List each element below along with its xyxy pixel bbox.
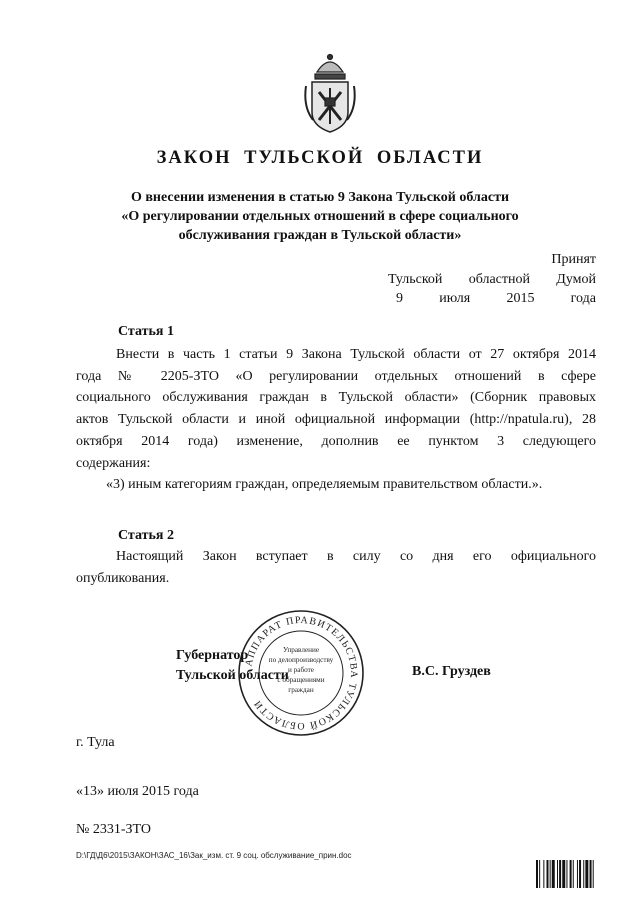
subtitle-line: «О регулировании отдельных отношений в сфере социального [121, 209, 519, 224]
signatory-position [176, 646, 289, 686]
city: г. Тула [76, 735, 115, 750]
article-1-line: года № 2205-ЗТО «О регулировании отдельных отношений в сфере [76, 368, 596, 384]
accepted-word: Думой [556, 271, 596, 287]
subtitle-line: О внесении изменения в статью 9 Закона Тульской области [130, 190, 510, 205]
position-line: Тульской области [176, 668, 289, 683]
article-1-line: актов Тульской области и иной официальной информации (http://npatula.ru), 28 [76, 412, 596, 428]
article-1-body [76, 344, 596, 496]
stamp-center-line: по делопроизводству [268, 656, 334, 664]
accepted-label: Принят [551, 252, 596, 267]
accepted-date-part: 9 [396, 291, 403, 306]
article-1-heading: Статья 1 [118, 324, 174, 339]
document-subtitle [40, 188, 600, 245]
law-number: № 2331-ЗТО [76, 822, 152, 837]
article-2-body [76, 546, 596, 589]
stamp-center-line: граждан [288, 686, 314, 694]
subtitle-line: обслуживания граждан в Тульской области» [178, 228, 462, 243]
accepted-word: Тульской [388, 271, 443, 287]
accepted-word: областной [468, 271, 530, 287]
document-title: ЗАКОН ТУЛЬСКОЙ ОБЛАСТИ [156, 148, 484, 168]
article-2-line: Настоящий Закон вступает в силу со дня его официального [116, 549, 596, 564]
article-2-heading: Статья 2 [118, 528, 174, 543]
article-2-line: опубликования. [76, 570, 170, 586]
article-1-quote: «3) иным категориям граждан, определяемым правительством области.». [106, 477, 543, 493]
stamp-ring-text: АППАРАТ ПРАВИТЕЛЬСТВА ТУЛЬСКОЙ ОБЛАСТИ [243, 614, 360, 732]
signing-date: «13» июля 2015 года [76, 784, 199, 799]
accepted-date-part: года [570, 291, 596, 306]
coat-of-arms-icon [303, 52, 357, 134]
signatory-name: В.С. Груздев [412, 664, 491, 679]
article-1-line: социального обслуживания граждан в Тульской области» (Сборник правовых [76, 390, 596, 406]
article-1-line: Внести в часть 1 статьи 9 Закона Тульской области от 27 октября 2014 [116, 347, 596, 362]
position-line: Губернатор [176, 648, 249, 663]
article-1-line: содержания: [76, 455, 151, 471]
barcode-icon [536, 860, 626, 888]
file-path: D:\ГД\Д6\2015\ЗАКОН\ЗАС_16\Зак_изм. ст. 9 соц. обслуживание_прин.doc [76, 851, 352, 860]
stamp-center-line: Управление [282, 646, 320, 654]
stamp-center-line: с обращениями [277, 676, 325, 684]
accepted-date-part: июля [439, 291, 471, 306]
accepted-date-part: 2015 [506, 291, 535, 306]
stamp-center-line: и работе [288, 666, 314, 674]
article-1-line: октября 2014 года) изменение, дополнив ее пунктом 3 следующего [76, 433, 596, 449]
acceptance-block [388, 250, 596, 309]
